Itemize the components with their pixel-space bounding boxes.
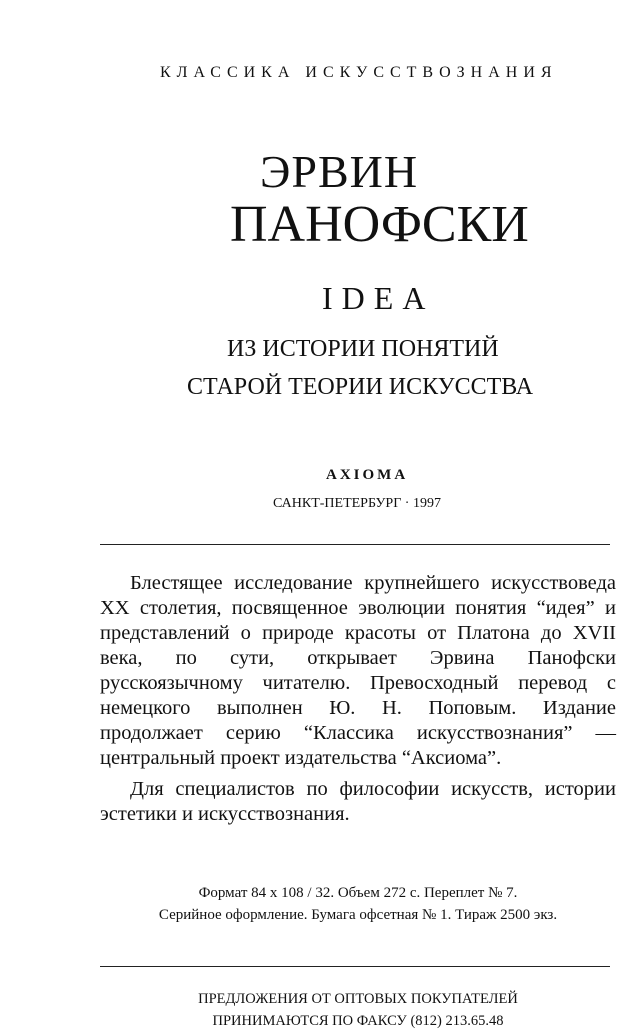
imprint-line: Серийное оформление. Бумага офсетная № 1. Тираж 2500 экз. <box>158 907 558 923</box>
author-first-name: ЭРВИН <box>260 146 419 197</box>
subtitle-line-1: ИЗ ИСТОРИИ ПОНЯТИЙ <box>227 336 499 362</box>
imprint <box>100 882 616 926</box>
publisher-place-year: САНКТ-ПЕТЕРБУРГ · 1997 <box>273 496 441 511</box>
wholesale-offer <box>100 988 616 1032</box>
offer-line: ПРИНИМАЮТСЯ ПО ФАКСУ (812) 213.65.48 <box>212 1013 504 1029</box>
offer-line: ПРЕДЛОЖЕНИЯ ОТ ОПТОВЫХ ПОКУПАТЕЛЕЙ <box>198 991 518 1007</box>
annotation-paragraph: Блестящее исследование крупнейшего искусствоведа XX столетия, посвященное эволюции понятия “идея” и представлений о природе красоты от Платона до XVII века, по сути, открывает Эрвина Панофски русскоязычному читателю. Превосходный перевод с немецкого выполнен Ю. Н. Поповым. Издание продолжает серию “Классика искусствознания” — центральный проект издательства “Аксиома”. <box>100 572 616 769</box>
divider-top <box>100 544 610 545</box>
series-name: КЛАССИКА ИСКУССТВОЗНАНИЯ <box>160 64 558 81</box>
imprint-line: Формат 84 x 108 / 32. Объем 272 с. Переплет № 7. <box>198 885 518 901</box>
author-last-name: ПАНОФСКИ <box>230 196 529 253</box>
annotation <box>100 571 616 827</box>
subtitle-line-2: СТАРОЙ ТЕОРИИ ИСКУССТВА <box>187 374 534 400</box>
publisher-name: AXIOMA <box>326 467 409 483</box>
book-title: IDEA <box>322 280 435 316</box>
annotation-paragraph: Для специалистов по философии искусств, истории эстетики и искусствознания. <box>100 778 616 825</box>
divider-bottom <box>100 966 610 967</box>
